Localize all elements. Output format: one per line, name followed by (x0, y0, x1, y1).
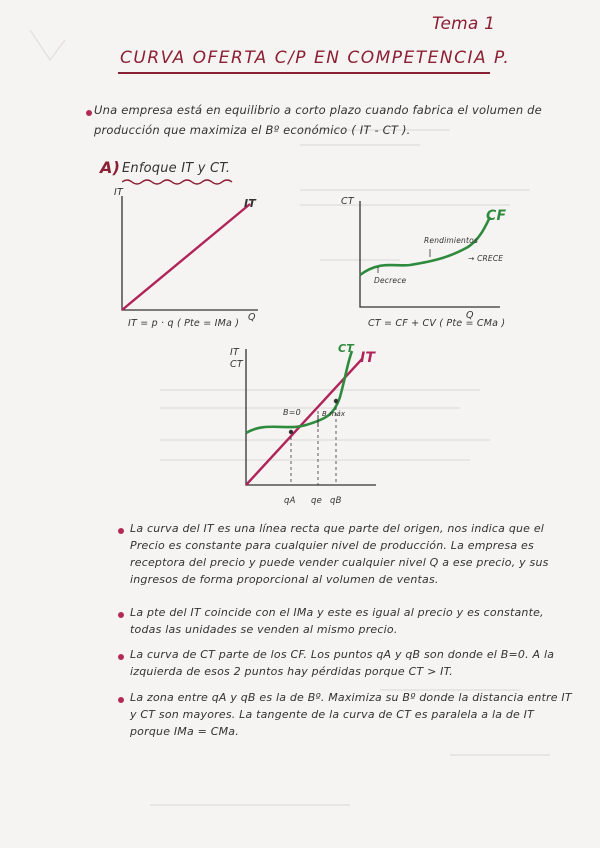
point-qa (289, 430, 293, 434)
ct-curve-label: CF (486, 208, 507, 224)
graph-it-x-label: Q (248, 312, 256, 323)
point-qb (334, 399, 338, 403)
bullet-dot (118, 528, 124, 534)
tick-qb: qB (330, 496, 342, 506)
note-2: La pte del IT coincide con el IMa y este es igual al precio y es constante, todas las unidades se venden al mismo precio. (130, 606, 544, 636)
it-line-label: IT (244, 197, 256, 210)
it-formula: IT = p · q ( Pte = IMa ) (128, 318, 240, 329)
graph3-y-label-ct: CT (230, 359, 243, 370)
it-line (122, 204, 250, 310)
graph-it (110, 190, 270, 330)
annotation-rendimientos: Rendimientos (424, 236, 479, 245)
note-1: La curva del IT es una línea recta que parte del origen, nos indica que el Precio es constante para cualquier nivel de producción. La empresa es receptora del precio y puede vender cualquier nivel Q a ese precio, y sus ingresos de forma proporcional al volumen de ventas. (130, 522, 549, 586)
tick-qa: qA (284, 496, 296, 506)
graph3-it-label: IT (360, 350, 376, 366)
bullet-dot (118, 697, 124, 703)
section-letter: A) (100, 158, 121, 177)
page-title: CURVA OFERTA C/P EN COMPETENCIA P. (120, 48, 511, 68)
ct-curve (360, 217, 490, 275)
bullet-dot (118, 654, 124, 660)
section-wavy-underline (122, 178, 242, 186)
graph3-ct-label: CT (338, 342, 354, 355)
tick-qe: qe (311, 496, 323, 506)
graph3-y-label-it: IT (230, 347, 240, 358)
bullet-dot (86, 110, 92, 116)
intro-paragraph: Una empresa está en equilibrio a corto plazo cuando fabrica el volumen de producción que maximiza el Bº económico ( IT - CT ). (94, 103, 542, 137)
b-max-label: B máx (322, 410, 346, 418)
graph-ct-y-label: CT (341, 196, 354, 207)
bullet-dot (118, 612, 124, 618)
annotation-decrece: Decrece (374, 276, 407, 285)
section-title: Enfoque IT y CT. (122, 161, 231, 176)
graph-it-ct (236, 345, 386, 495)
note-3: La curva de CT parte de los CF. Los puntos qA y qB son donde el B=0. A la izquierda de esos 2 puntos hay pérdidas porque CT > IT. (130, 648, 555, 678)
annotation-crece: → CRECE (468, 254, 504, 263)
graph-ct-x-label: Q (466, 310, 474, 321)
b-zero-label: B=0 (283, 408, 301, 417)
title-underline (118, 72, 490, 74)
ct-formula: CT = CF + CV ( Pte = CMa ) (368, 318, 506, 329)
note-4: La zona entre qA y qB es la de Bº. Maximiza su Bº donde la distancia entre IT y CT son mayores. La tangente de la curva de CT es paralela a la de IT porque IMa = CMa. (130, 691, 572, 738)
tema-label: Tema 1 (432, 14, 496, 34)
graph-it-y-label: IT (114, 187, 124, 198)
